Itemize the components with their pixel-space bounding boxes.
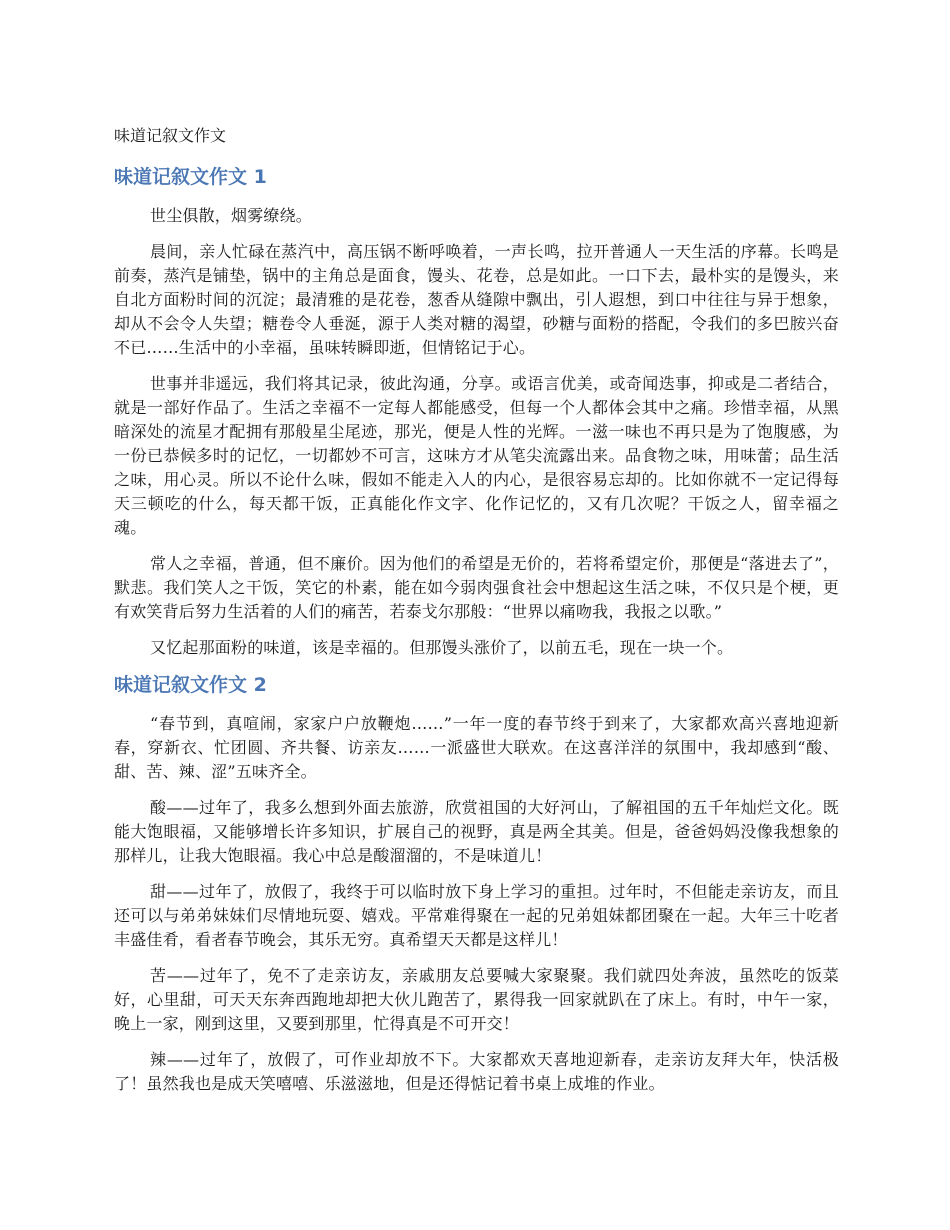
paragraph: 甜——过年了，放假了，我终于可以临时放下身上学习的重担。过年时，不但能走亲访友，而且还可以与弟弟妹妹们尽情地玩耍、嬉戏。平常难得聚在一起的兄弟姐妹都团聚在一起。大年三十吃者丰盛佳肴，看者春节晚会，其乐无穷。真希望天天都是这样儿！	[114, 882, 839, 949]
essay-section-2	[114, 672, 839, 1096]
document-title: 味道记叙文作文	[114, 126, 227, 145]
paragraph: 苦——过年了，免不了走亲访友，亲戚朋友总要喊大家聚聚。我们就四处奔波，虽然吃的饭菜好，心里甜，可天天东奔西跑地却把大伙儿跑苦了，累得我一回家就趴在了床上。有时，中午一家，晚上一家，刚到这里，又要到那里，忙得真是不可开交！	[114, 966, 839, 1033]
paragraph: 常人之幸福，普通，但不廉价。因为他们的希望是无价的，若将希望定价，那便是“落进去了”，默悲。我们笑人之干饭，笑它的朴素，能在如今弱肉强食社会中想起这生活之味，不仅只是个梗，更有欢笑背后努力生活着的人们的痛苦，若泰戈尔那般：“世界以痛吻我，我报之以歌。”	[114, 554, 839, 621]
paragraph: 世尘俱散，烟雾缭绕。	[150, 206, 313, 225]
document-page	[114, 124, 839, 1108]
paragraph: 又忆起那面粉的味道，该是幸福的。但那馒头涨价了，以前五毛，现在一块一个。	[150, 638, 734, 657]
section-heading: 味道记叙文作文 1	[114, 166, 267, 188]
paragraph: 世事并非遥远，我们将其记录，彼此沟通，分享。或语言优美，或奇闻迭事，抑或是二者结合，就是一部好作品了。生活之幸福不一定每人都能感受，但每一个人都体会其中之痛。珍惜幸福，从黑暗深处的流星才配拥有那般星尘尾迹，那光，便是人性的光辉。一滋一味也不再只是为了饱腹感，为一份已恭候多时的记忆，一切都妙不可言，这味方才从笔尖流露出来。品食物之味，用味蕾；品生活之味，用心灵。所以不论什么味，假如不能走入人的内心，是很容易忘却的。比如你就不一定记得每天三顿吃的什么，每天都干饭，正真能化作文字、化作记忆的，又有几次呢？干饭之人，留幸福之魂。	[114, 374, 839, 537]
essay-section-1	[114, 164, 839, 660]
paragraph: 酸——过年了，我多么想到外面去旅游，欣赏祖国的大好河山，了解祖国的五千年灿烂文化。既能大饱眼福，又能够增长许多知识，扩展自己的视野，真是两全其美。但是，爸爸妈妈没像我想象的那样儿，让我大饱眼福。我心中总是酸溜溜的，不是味道儿！	[114, 798, 839, 865]
paragraph: 晨间，亲人忙碌在蒸汽中，高压锅不断呼唤着，一声长鸣，拉开普通人一天生活的序幕。长鸣是前奏，蒸汽是铺垫，锅中的主角总是面食，馒头、花卷，总是如此。一口下去，最朴实的是馒头，来自北方面粉时间的沉淀；最清雅的是花卷，葱香从缝隙中飘出，引人遐想，到口中往往与异于想象，却从不会令人失望；糖卷令人垂涎，源于人类对糖的渴望，砂糖与面粉的搭配，令我们的多巴胺兴奋不已……生活中的小幸福，虽味转瞬即逝，但情铭记于心。	[114, 242, 839, 357]
paragraph: “春节到，真喧闹，家家户户放鞭炮……”一年一度的春节终于到来了，大家都欢高兴喜地迎新春，穿新衣、忙团圆、齐共餐、访亲友……一派盛世大联欢。在这喜洋洋的氛围中，我却感到“酸、甜、苦、辣、涩”五味齐全。	[114, 714, 839, 781]
section-heading: 味道记叙文作文 2	[114, 674, 267, 696]
paragraph: 辣——过年了，放假了，可作业却放不下。大家都欢天喜地迎新春，走亲访友拜大年，快活极了！虽然我也是成天笑嘻嘻、乐滋滋地，但是还得惦记着书桌上成堆的作业。	[114, 1050, 839, 1093]
